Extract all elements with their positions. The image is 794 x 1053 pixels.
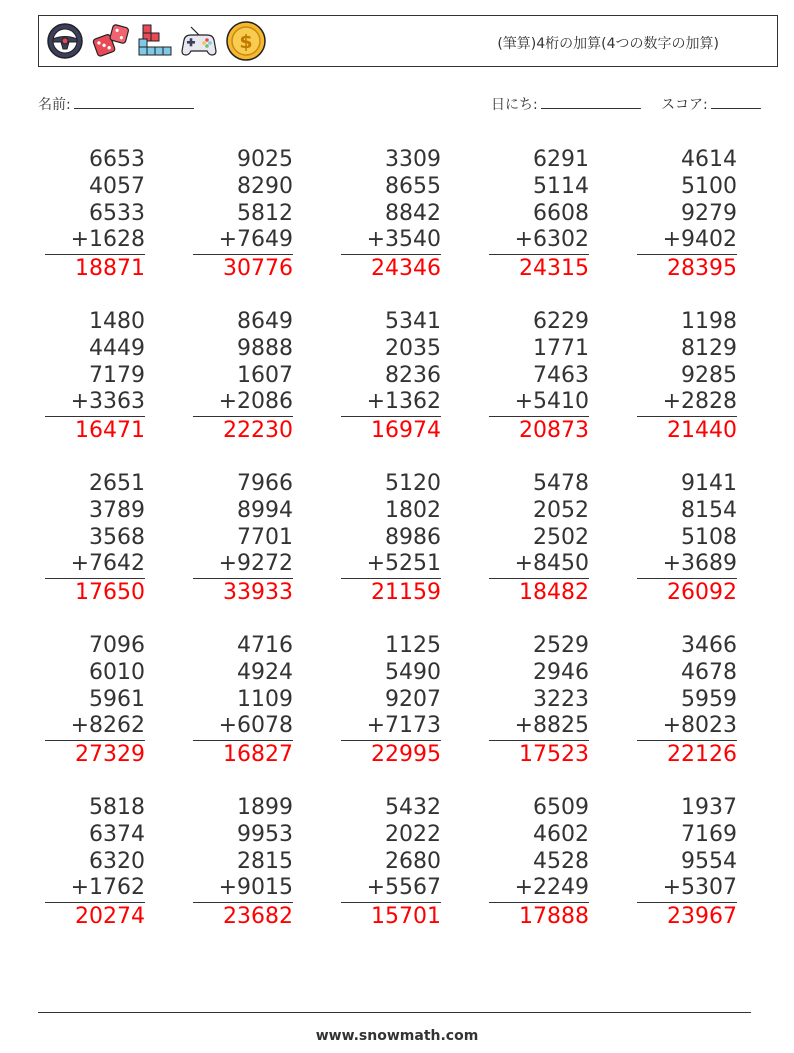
problem-block: [341, 471, 441, 607]
addend-with-plus: +9272: [193, 551, 293, 579]
addend-with-plus: +1762: [45, 875, 145, 903]
addend: 8290: [237, 173, 293, 199]
addend: 1607: [237, 362, 293, 388]
addend: 2035: [385, 335, 441, 361]
addend: 9279: [681, 200, 737, 226]
footer-divider: [38, 1012, 751, 1013]
addend-with-plus: +6302: [489, 227, 589, 255]
problem-block: [341, 309, 441, 445]
addend: 6229: [533, 309, 589, 334]
problem-block: [193, 633, 293, 769]
problem-block: [45, 633, 145, 769]
addend-with-plus: +2828: [637, 389, 737, 417]
addend: 2815: [237, 848, 293, 874]
problem-block: [637, 795, 737, 931]
addend: 3223: [533, 686, 589, 712]
addend: 1899: [237, 795, 293, 820]
problem-block: [489, 309, 589, 445]
addend: 7169: [681, 821, 737, 847]
addend: 7179: [89, 362, 145, 388]
addend-with-plus: +8023: [637, 713, 737, 741]
problem-block: [341, 147, 441, 283]
answer: 17650: [75, 580, 145, 606]
addend: 4924: [237, 659, 293, 685]
addend: 1802: [385, 497, 441, 523]
addend-with-plus: +1628: [45, 227, 145, 255]
addend: 4057: [89, 173, 145, 199]
addend: 6509: [533, 795, 589, 820]
icon-row: [45, 20, 273, 62]
answer: 24315: [519, 256, 589, 282]
addend: 6608: [533, 200, 589, 226]
blocks-icon: [137, 21, 173, 61]
answer: 27329: [75, 742, 145, 768]
answer: 17888: [519, 904, 589, 930]
addend: 1771: [533, 335, 589, 361]
addend-with-plus: +7649: [193, 227, 293, 255]
addend: 7966: [237, 471, 293, 496]
addend: 8236: [385, 362, 441, 388]
addend: 5120: [385, 471, 441, 496]
addend-with-plus: +2086: [193, 389, 293, 417]
problem-block: [637, 633, 737, 769]
answer: 20873: [519, 418, 589, 444]
answer: 26092: [667, 580, 737, 606]
score-label: スコア:: [661, 97, 708, 113]
addend: 9888: [237, 335, 293, 361]
problem-block: [193, 309, 293, 445]
page-title: (筆算)4桁の加算(4つの数字の加算): [497, 36, 719, 52]
problem-block: [193, 471, 293, 607]
addend: 9207: [385, 686, 441, 712]
addend: 2946: [533, 659, 589, 685]
addend-with-plus: +8262: [45, 713, 145, 741]
problem-block: [489, 147, 589, 283]
addend: 1198: [681, 309, 737, 334]
addend: 5961: [89, 686, 145, 712]
addend: 9953: [237, 821, 293, 847]
addend: 5959: [681, 686, 737, 712]
addend: 1109: [237, 686, 293, 712]
answer: 21159: [371, 580, 441, 606]
answer: 20274: [75, 904, 145, 930]
problem-block: [45, 795, 145, 931]
addend: 2651: [89, 471, 145, 496]
addend: 5114: [533, 173, 589, 199]
problem-block: [637, 309, 737, 445]
addend: 2529: [533, 633, 589, 658]
problem-block: [45, 147, 145, 283]
addend: 4528: [533, 848, 589, 874]
answer: 16471: [75, 418, 145, 444]
addend-with-plus: +3363: [45, 389, 145, 417]
answer: 18871: [75, 256, 145, 282]
addend: 5341: [385, 309, 441, 334]
addend: 5100: [681, 173, 737, 199]
problem-block: [45, 471, 145, 607]
addend-with-plus: +9402: [637, 227, 737, 255]
addend: 2052: [533, 497, 589, 523]
addend: 9554: [681, 848, 737, 874]
addend: 2022: [385, 821, 441, 847]
name-line[interactable]: [74, 94, 194, 109]
problem-block: [341, 633, 441, 769]
addend-with-plus: +1362: [341, 389, 441, 417]
name-label: 名前:: [38, 97, 71, 113]
problem-block: [45, 309, 145, 445]
addend-with-plus: +7173: [341, 713, 441, 741]
date-line[interactable]: [541, 94, 641, 109]
answer: 22126: [667, 742, 737, 768]
addend-with-plus: +9015: [193, 875, 293, 903]
addend: 5478: [533, 471, 589, 496]
addend: 8154: [681, 497, 737, 523]
addend-with-plus: +5307: [637, 875, 737, 903]
problem-block: [637, 471, 737, 607]
addend: 6533: [89, 200, 145, 226]
addend: 1480: [89, 309, 145, 334]
addend-with-plus: +6078: [193, 713, 293, 741]
addend-with-plus: +5410: [489, 389, 589, 417]
addend: 3309: [385, 147, 441, 172]
addend: 1937: [681, 795, 737, 820]
answer: 21440: [667, 418, 737, 444]
answer: 17523: [519, 742, 589, 768]
addend: 5490: [385, 659, 441, 685]
addend: 2680: [385, 848, 441, 874]
addend: 7701: [237, 524, 293, 550]
header-box: [38, 15, 778, 67]
problem-block: [193, 147, 293, 283]
answer: 28395: [667, 256, 737, 282]
addend: 9285: [681, 362, 737, 388]
addend: 8129: [681, 335, 737, 361]
addend: 4602: [533, 821, 589, 847]
addend: 4678: [681, 659, 737, 685]
addend-with-plus: +5567: [341, 875, 441, 903]
addend: 6010: [89, 659, 145, 685]
addend: 9141: [681, 471, 737, 496]
addend: 8986: [385, 524, 441, 550]
date-field: [491, 94, 641, 114]
addend: 8649: [237, 309, 293, 334]
answer: 16827: [223, 742, 293, 768]
date-label: 日にち:: [491, 97, 538, 113]
score-field: [661, 94, 761, 114]
addend: 7096: [89, 633, 145, 658]
addend: 3789: [89, 497, 145, 523]
answer: 15701: [371, 904, 441, 930]
addend: 9025: [237, 147, 293, 172]
addend: 4716: [237, 633, 293, 658]
name-field: [38, 94, 194, 114]
answer: 24346: [371, 256, 441, 282]
steering-wheel-icon: [45, 21, 85, 61]
addend: 1125: [385, 633, 441, 658]
addend: 4614: [681, 147, 737, 172]
addend-with-plus: +8450: [489, 551, 589, 579]
addend-with-plus: +8825: [489, 713, 589, 741]
answer: 23967: [667, 904, 737, 930]
footer-website: www.snowmath.com: [315, 1028, 479, 1044]
addend-with-plus: +7642: [45, 551, 145, 579]
addend: 6320: [89, 848, 145, 874]
answer: 22995: [371, 742, 441, 768]
addend: 2502: [533, 524, 589, 550]
addend: 8994: [237, 497, 293, 523]
addend-with-plus: +3689: [637, 551, 737, 579]
addend: 7463: [533, 362, 589, 388]
problem-block: [489, 795, 589, 931]
svg-text:$: $: [239, 31, 253, 53]
answer: 18482: [519, 580, 589, 606]
answer: 30776: [223, 256, 293, 282]
addend: 6653: [89, 147, 145, 172]
answer: 16974: [371, 418, 441, 444]
addend: 6291: [533, 147, 589, 172]
gamepad-icon: [179, 21, 219, 61]
answer: 23682: [223, 904, 293, 930]
problem-block: [489, 471, 589, 607]
problem-block: [341, 795, 441, 931]
answer: 33933: [223, 580, 293, 606]
addend: 5108: [681, 524, 737, 550]
problem-block: [489, 633, 589, 769]
addend: 5812: [237, 200, 293, 226]
addend: 6374: [89, 821, 145, 847]
score-line[interactable]: [711, 94, 761, 109]
addend: 4449: [89, 335, 145, 361]
problem-block: [193, 795, 293, 931]
addend-with-plus: +3540: [341, 227, 441, 255]
coin-icon: [225, 20, 267, 62]
answer: 22230: [223, 418, 293, 444]
dice-icon: [91, 21, 131, 61]
addend: 8842: [385, 200, 441, 226]
problem-block: [637, 147, 737, 283]
addend: 5818: [89, 795, 145, 820]
addend: 3568: [89, 524, 145, 550]
addend: 3466: [681, 633, 737, 658]
addend: 8655: [385, 173, 441, 199]
addend-with-plus: +2249: [489, 875, 589, 903]
addend-with-plus: +5251: [341, 551, 441, 579]
addend: 5432: [385, 795, 441, 820]
